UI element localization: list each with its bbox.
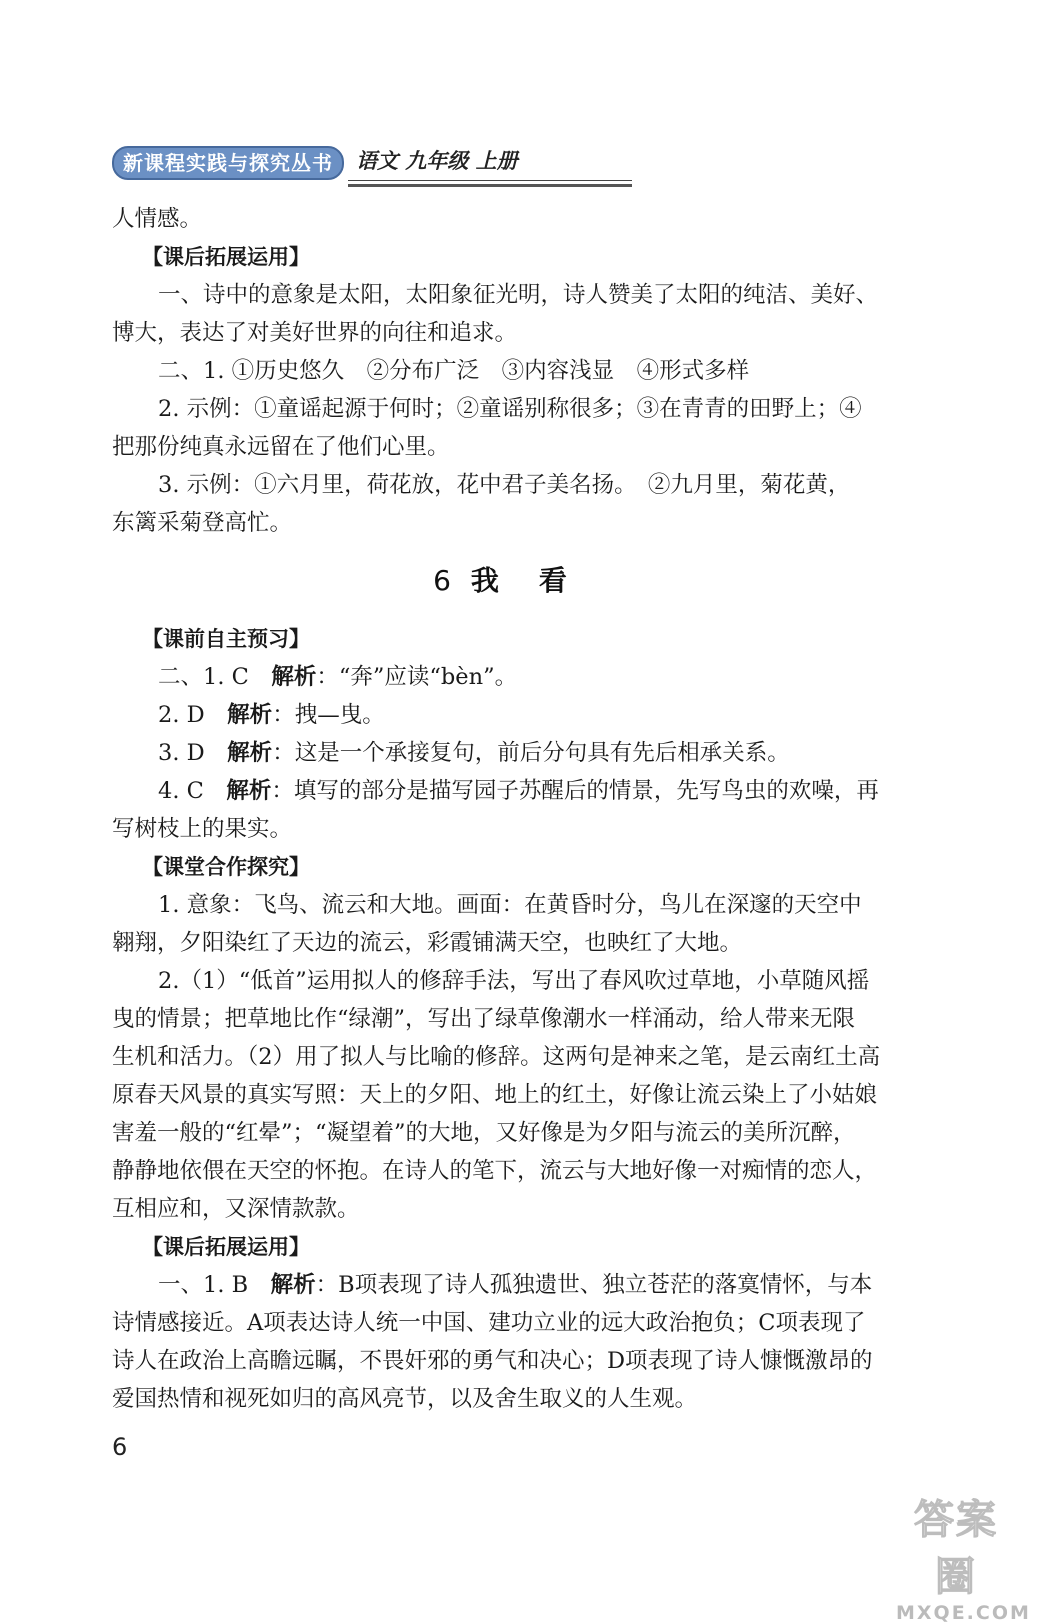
answer-line: 静静地依偎在天空的怀抱。在诗人的笔下，流云与大地好像一对痴情的恋人，: [112, 1158, 878, 1184]
lesson-name: 我 看: [470, 564, 573, 597]
answer-line: 原春天风景的真实写照：天上的夕阳、地上的红土，好像让流云染上了小姑娘: [112, 1082, 878, 1108]
header-rule-thin: [348, 180, 632, 181]
answer-line: 诗人在政治上高瞻远瞩，不畏奸邪的勇气和决心；D项表现了诗人慷慨激昂的: [112, 1348, 873, 1374]
answer-line: 3. 示例：①六月里，荷花放，花中君子美名扬。 ②九月里，菊花黄，: [158, 472, 851, 498]
answer-line: 曳的情景；把草地比作“绿潮”，写出了绿草像潮水一样涌动，给人带来无限: [112, 1006, 856, 1032]
answer-line: 东篱采菊登高忙。: [112, 510, 293, 536]
answer-line: 4. C 解析：填写的部分是描写园子苏醒后的情景，先写鸟虫的欢噪，再: [158, 778, 879, 804]
watermark-url: MXQE.COM: [896, 1602, 1031, 1624]
answer-line: 1. 意象：飞鸟、流云和大地。画面：在黄昏时分，鸟儿在深邃的天空中: [158, 892, 862, 918]
continuation-line: 人情感。: [112, 206, 203, 232]
answer-line: 2.（1）“低首”运用拟人的修辞手法，写出了春风吹过草地，小草随风摇: [158, 968, 870, 994]
header-rule-thick: [348, 184, 632, 187]
answer-line: 害羞一般的“红晕”；“凝望着”的大地，又好像是为夕阳与流云的美所沉醉，: [112, 1120, 856, 1146]
answer-line: 博大，表达了对美好世界的向往和追求。: [112, 320, 518, 346]
answer-line: 一、1. B 解析：B项表现了诗人孤独遗世、独立苍茫的落寞情怀，与本: [158, 1272, 873, 1298]
lesson-number: 6: [433, 564, 457, 597]
section-heading-class-explore: 【课堂合作探究】: [142, 855, 310, 879]
answer-line: 翱翔，夕阳染红了天边的流云，彩霞铺满天空，也映红了大地。: [112, 930, 743, 956]
answer-line: 二、1. ①历史悠久 ②分布广泛 ③内容浅显 ④形式多样: [158, 358, 750, 384]
answer-line: 2. D 解析：拽—曳。: [158, 702, 385, 728]
subject-grade-label: 语文 九年级 上册: [356, 148, 518, 173]
answer-line: 爱国热情和视死如归的高风亮节，以及舍生取义的人生观。: [112, 1386, 698, 1412]
answer-line: 一、诗中的意象是太阳，太阳象征光明，诗人赞美了太阳的纯洁、美好、: [158, 282, 879, 308]
answer-line: 互相应和，又深情款款。: [112, 1196, 360, 1222]
answer-line: 诗情感接近。A项表达诗人统一中国、建功立业的远大政治抱负；C项表现了: [112, 1310, 866, 1336]
section-heading-pre-study: 【课前自主预习】: [142, 627, 310, 651]
answer-line: 生机和活力。（2）用了拟人与比喻的修辞。这两句是神来之笔，是云南红土高: [112, 1044, 881, 1070]
section-heading-after-class-prev: 【课后拓展运用】: [142, 245, 310, 269]
watermark-logo: [896, 1488, 1031, 1624]
answer-line: 把那份纯真永远留在了他们心里。: [112, 434, 450, 460]
series-title-badge: 新课程实践与探究丛书: [112, 146, 344, 180]
answer-line: 2. 示例：①童谣起源于何时；②童谣别称很多；③在青青的田野上；④: [158, 396, 862, 422]
section-heading-after-class: 【课后拓展运用】: [142, 1235, 310, 1259]
page-body: [112, 200, 894, 1418]
answer-line: 写树枝上的果实。: [112, 816, 293, 842]
page-number: 6: [112, 1433, 128, 1461]
lesson-title: [112, 542, 894, 620]
watermark-text: 答案圈: [914, 1497, 998, 1600]
answer-line: 二、1. C 解析：“奔”应读“bèn”。: [158, 664, 518, 690]
answer-line: 3. D 解析：这是一个承接复句，前后分句具有先后相承关系。: [158, 740, 790, 766]
